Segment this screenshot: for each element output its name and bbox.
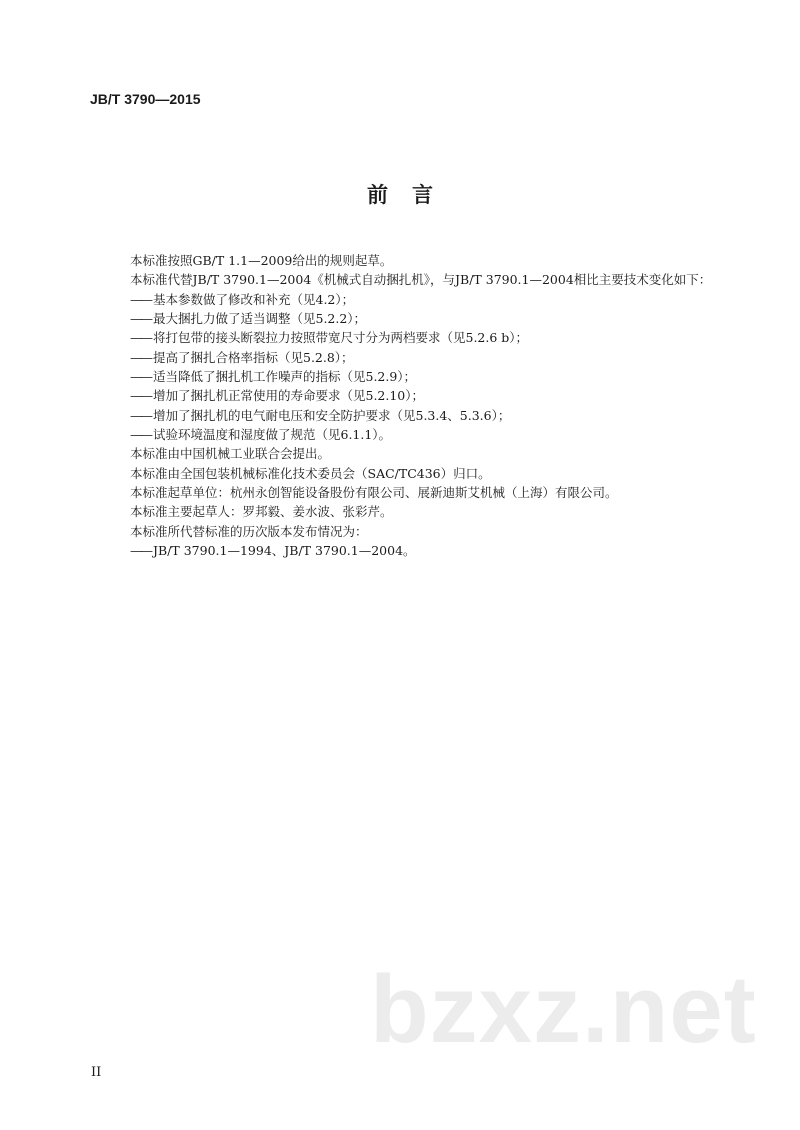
paragraph: 本标准主要起草人：罗邦毅、姜水波、张彩芹。	[130, 504, 393, 520]
standard-code-header: JB/T 3790—2015	[90, 91, 201, 107]
page-number: II	[91, 1065, 102, 1080]
paragraph: 本标准起草单位：杭州永创智能设备股份有限公司、展新迪斯艾机械（上海）有限公司。	[130, 485, 618, 501]
list-item: —— 增加了捆扎机的电气耐电压和安全防护要求（见5.3.4、5.3.6）；	[130, 406, 770, 425]
list-item: —— 试验环境温度和湿度做了规范（见6.1.1）。	[130, 425, 770, 444]
list-item: —— 提高了捆扎合格率指标（见5.2.8）；	[130, 348, 770, 367]
paragraph: 本标准按照GB/T 1.1—2009给出的规则起草。	[130, 253, 393, 268]
list-item: —— 将打包带的接头断裂拉力按照带宽尺寸分为两档要求（见5.2.6 b）；	[130, 328, 770, 347]
paragraph: 本标准代替JB/T 3790.1—2004《机械式自动捆扎机》，与JB/T 3790.1—2004相比主要技术变化如下：	[130, 272, 712, 288]
list-item: —— 最大捆扎力做了适当调整（见5.2.2）；	[130, 309, 770, 328]
list-item: —— 基本参数做了修改和补充（见4.2）；	[130, 290, 770, 309]
list-item: —— 增加了捆扎机正常使用的寿命要求（见5.2.10）；	[130, 386, 770, 405]
paragraph: 本标准所代替标准的历次版本发布情况为：	[130, 523, 368, 539]
list-item: —— JB/T 3790.1—1994、JB/T 3790.1—2004。	[130, 541, 770, 560]
paragraph: 本标准由全国包装机械标准化技术委员会（SAC/TC436）归口。	[130, 465, 491, 481]
foreword-body	[130, 251, 770, 561]
paragraph: 本标准由中国机械工业联合会提出。	[130, 446, 331, 462]
list-item: —— 适当降低了捆扎机工作噪声的指标（见5.2.9）；	[130, 367, 770, 386]
watermark: bzxz.net	[370, 956, 757, 1063]
page-title: 前言	[367, 183, 457, 207]
